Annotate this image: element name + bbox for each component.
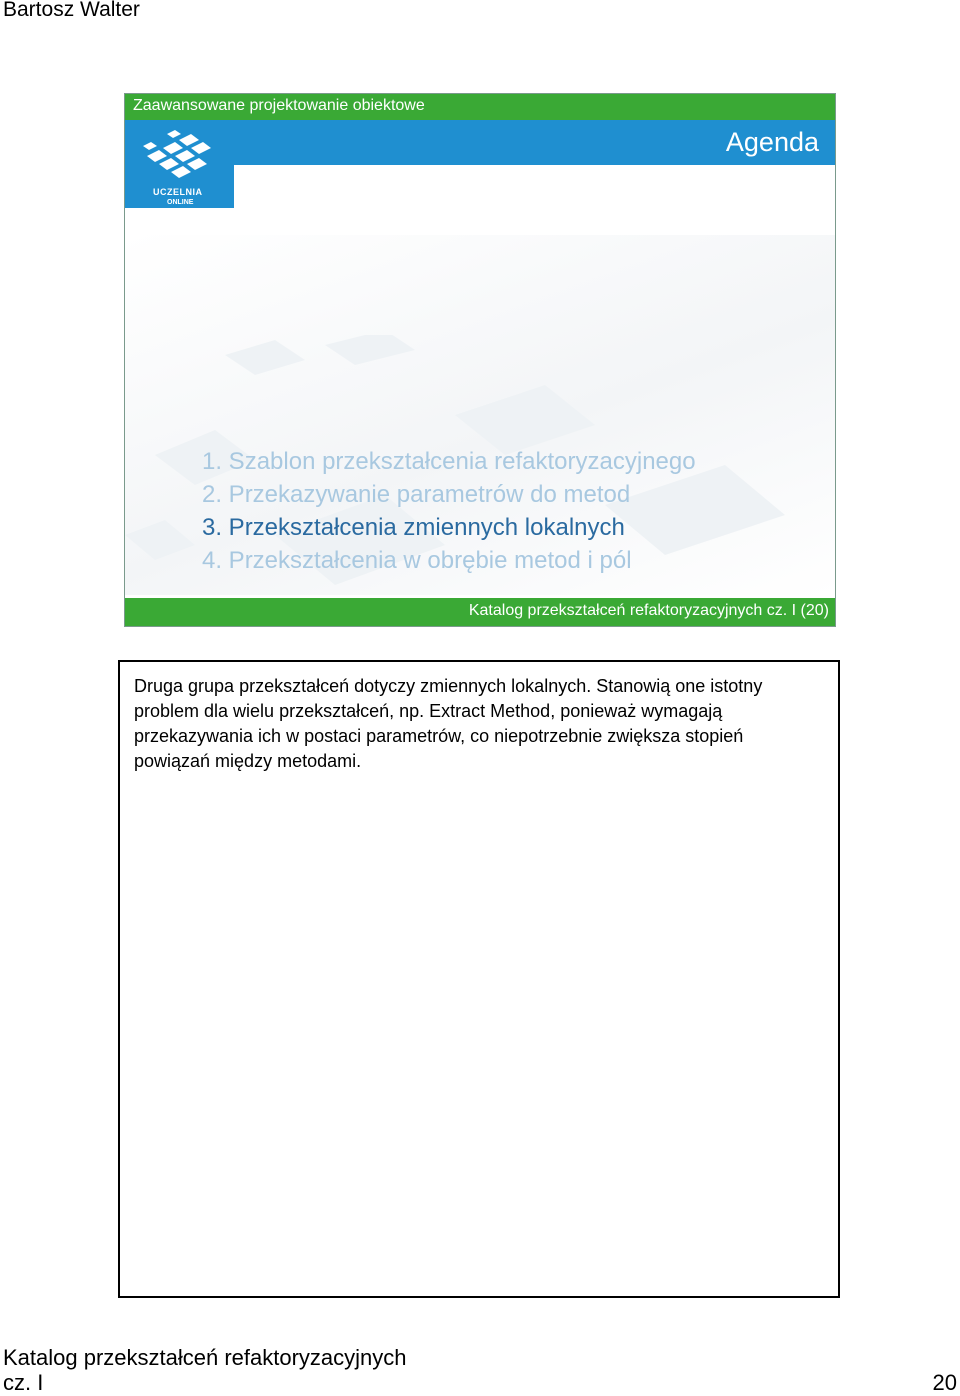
agenda-item-2: 2. Przekazywanie parametrów do metod: [202, 481, 631, 508]
agenda-item-3: 3. Przekształcenia zmiennych lokalnych: [202, 514, 625, 541]
course-title: Zaawansowane projektowanie obiektowe: [133, 97, 425, 114]
document-footer-title: Katalog przekształceń refaktoryzacyjnych: [3, 1345, 407, 1370]
title-band: [234, 120, 835, 165]
uczelnia-online-logo: [125, 120, 234, 208]
page-number: 20: [932, 1370, 957, 1395]
agenda-item-4: 4. Przekształcenia w obrębie metod i pól: [202, 547, 632, 574]
slide-top-bar: [125, 94, 835, 121]
slide-body: [125, 235, 835, 595]
slide-title: Agenda: [725, 127, 819, 157]
notes-box: [118, 660, 840, 1298]
agenda-list: [202, 445, 696, 577]
agenda-item-1: 1. Szablon przekształcenia refaktoryzacyjnego: [202, 448, 696, 475]
slide: [124, 93, 836, 627]
slide-footer-text: Katalog przekształceń refaktoryzacyjnych cz. I (20): [468, 602, 829, 619]
grid-logo-icon: [137, 126, 223, 188]
page-author: Bartosz Walter: [3, 0, 140, 21]
notes-text: Druga grupa przekształceń dotyczy zmiennych lokalnych. Stanowią one istotny problem dla wielu przekształceń, np. Extract Method, ponieważ wymagają przekazywania ich w postaci parametrów, co niepotrzebnie zwiększa stopień powiązań między metodami.: [134, 676, 763, 771]
slide-footer: [125, 598, 835, 626]
logo-text-online: ONLINE: [167, 199, 194, 206]
logo-text-uczelnia: UCZELNIA: [153, 187, 203, 197]
slide-header: [125, 120, 835, 235]
document-footer-part: cz. I: [3, 1370, 44, 1395]
